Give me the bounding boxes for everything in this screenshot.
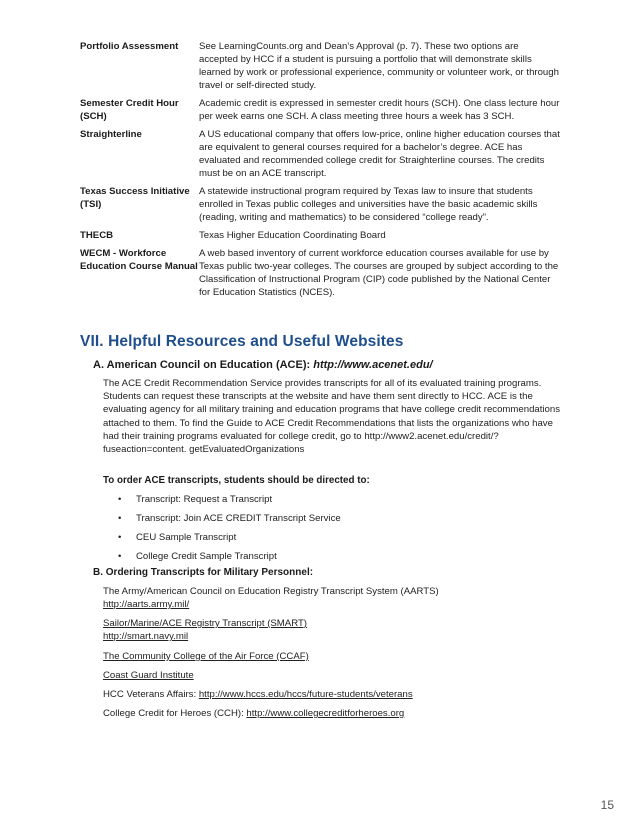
ace-url-link[interactable]: http://www.acenet.edu/ [313, 359, 433, 371]
cch-link[interactable]: http://www.collegecreditforheroes.org [246, 708, 405, 719]
order-transcripts-label: To order ACE transcripts, students should be directed to: [103, 475, 370, 486]
glossary-table [80, 40, 560, 304]
smart-entry [103, 617, 307, 643]
coast-guard-link[interactable]: Coast Guard Institute [103, 670, 194, 681]
glossary-definition: Academic credit is expressed in semester credit hours (SCH). One class lecture hour per week earns one SCH. A class meeting three hours a week has 3 SCH. [199, 98, 560, 122]
ccaf-link[interactable]: The Community College of the Air Force (CCAF) [103, 651, 309, 662]
list-item [118, 513, 341, 524]
veterans-label: HCC Veterans Affairs: [103, 689, 199, 700]
list-item-text[interactable]: Transcript: Join ACE CREDIT Transcript Service [136, 513, 341, 524]
list-item [118, 494, 272, 505]
glossary-row [80, 40, 560, 92]
veterans-entry [103, 688, 413, 701]
page-number: 15 [600, 798, 614, 812]
subheading-ace-label: A. American Council on Education (ACE): [93, 359, 314, 371]
glossary-term: Straighterline [80, 129, 142, 140]
glossary-term: Semester Credit Hour (SCH) [80, 98, 179, 122]
glossary-row [80, 185, 560, 224]
bullet-icon: • [118, 494, 122, 505]
glossary-definition: See LearningCounts.org and Dean’s Approval (p. 7). These two options are accepted by HCC if a student is pursuing a portfolio that will demonstrate skills learned by work or professional experience, community or volunteer work, or through travel or self-directed study. [199, 41, 559, 91]
section-heading: VII. Helpful Resources and Useful Websites [80, 333, 404, 350]
glossary-row [80, 128, 560, 180]
glossary-row [80, 247, 560, 299]
glossary-definition: A web based inventory of current workforce education courses available for use by Texas public two-year colleges. The courses are grouped by subject according to the Classification of Instructional Program (CIP) code published by the National Center for Education Statistics (NCES). [199, 248, 559, 298]
smart-name-link[interactable]: Sailor/Marine/ACE Registry Transcript (SMART) [103, 618, 308, 629]
glossary-term: Texas Success Initiative (TSI) [80, 186, 190, 210]
veterans-link[interactable]: http://www.hccs.edu/hccs/future-students/veterans [198, 689, 413, 700]
glossary-row [80, 229, 560, 242]
glossary-term: Portfolio Assessment [80, 41, 179, 52]
list-item-text[interactable]: Transcript: Request a Transcript [136, 494, 273, 505]
glossary-definition: A statewide instructional program required by Texas law to insure that students enrolled in Texas public colleges and universities have the basic academic skills (reading, writing and mathematics) to be considered “college ready”. [199, 186, 538, 223]
aarts-link[interactable]: http://aarts.army.mil/ [103, 599, 190, 610]
aarts-name: The Army/American Council on Education Registry Transcript System (AARTS) [103, 586, 439, 597]
glossary-term: THECB [80, 230, 114, 241]
list-item-text[interactable]: CEU Sample Transcript [136, 532, 237, 543]
aarts-entry [103, 585, 439, 611]
bullet-icon: • [118, 532, 122, 543]
glossary-definition: Texas Higher Education Coordinating Board [199, 230, 386, 241]
cch-entry [103, 707, 404, 720]
bullet-icon: • [118, 551, 122, 562]
smart-link[interactable]: http://smart.navy.mil [103, 631, 189, 642]
glossary-definition: A US educational company that offers low-price, online higher education courses that are equivalent to general courses required for a bachelor’s degree. ACE has evaluated and recommended college credit for Straighterline courses. The credits must be on an ACE transcript. [199, 129, 560, 179]
ace-paragraph: The ACE Credit Recommendation Service provides transcripts for all of its evaluated training programs. Students can request these transcripts at the website and have them sent directly to HCC. ACE is the evaluating agency for all military training and education programs that have college credit recommendations attached to them. To find the Guide to ACE Credit Recommendations that lists the organizations who have had their training programs evaluated for college credit, go to http://www2.acenet.edu/credit/?fuseaction=content. getEvaluatedOrganizations [103, 378, 561, 456]
list-item [118, 551, 277, 562]
glossary-term: WECM - Workforce Education Course Manual [80, 248, 198, 272]
list-item-text[interactable]: College Credit Sample Transcript [136, 551, 277, 562]
subheading-ace [93, 359, 433, 371]
cch-label: College Credit for Heroes (CCH): [103, 708, 247, 719]
glossary-row [80, 97, 560, 123]
bullet-icon: • [118, 513, 122, 524]
subheading-military: B. Ordering Transcripts for Military Personnel: [93, 567, 314, 578]
list-item [118, 532, 236, 543]
